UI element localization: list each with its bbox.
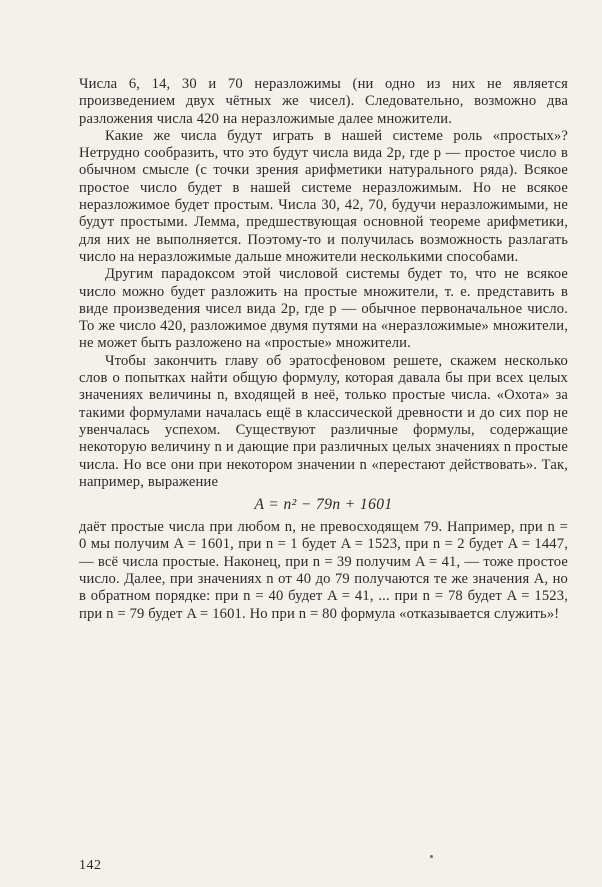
- formula: A = n² − 79n + 1601: [254, 496, 393, 514]
- paragraph-5: [79, 519, 568, 623]
- paragraph-2: [79, 128, 568, 266]
- paragraph-1-text: Числа 6, 14, 30 и 70 неразложимы (ни одно из них не является произведением двух чётных же чисел). Следовательно, возможно два разложения числа 420 на неразложимые далее множители.: [79, 76, 568, 127]
- print-speck: [430, 855, 433, 858]
- paragraph-3: [79, 266, 568, 352]
- paragraph-2-text: Какие же числа будут играть в нашей системе роль «простых»? Нетрудно сообразить, что это будут числа вида 2p, где p — простое число в обычном смысле (с точки зрения арифметики натурального ряда). Всякое простое число будет в нашей системе неразложимым. Но не всякое неразложимое будет простым. Числа 30, 42, 70, будучи неразложимыми, не будут простыми. Лемма, предшествующая основной теореме арифметики, для них не выполняется. Поэтому-то и получилась возможность разлагать число на неразложимые дальше множители несколькими способами.: [79, 127, 568, 265]
- page-number: 142: [79, 858, 102, 873]
- paragraph-1: [79, 76, 568, 128]
- paragraph-4-text: Чтобы закончить главу об эратосфеновом решете, скажем несколько слов о попытках найти общую формулу, которая давала бы при всех целых значениях величины n, входящей в неё, только простые числа. «Охота» за такими формулами началась ещё в классической древности и до сих пор не увенчалась успехом. Существуют различные формулы, содержащие некоторую величину n и дающие при различных целых значениях n простые числа. Но все они при некотором значении n «перестают действовать». Так, например, выражение: [79, 352, 568, 490]
- paragraph-4: [79, 353, 568, 491]
- paragraph-3-text: Другим парадоксом этой числовой системы будет то, что не всякое число можно будет разложить на простые множители, т. е. представить в виде произведения чисел вида 2p, где p — обычное первоначальное число. То же число 420, разложимое двумя путями на «неразложимые» множители, не может быть разложено на «простые» множители.: [79, 266, 568, 352]
- paragraph-5-text: даёт простые числа при любом n, не превосходящем 79. Например, при n = 0 мы получим A = 1601, при n = 1 будет A = 1523, при n = 2 будет A = 1447, — всё числа простые. Наконец, при n = 39 получим A = 41, — тоже простое число. Далее, при значениях n от 40 до 79 получаются те же значения A, но в обратном порядке: при n = 40 будет A = 41, ... при n = 78 будет A = 1523, при n = 79 будет A = 1601. Но при n = 80 формула «отказывается служить»!: [79, 519, 568, 622]
